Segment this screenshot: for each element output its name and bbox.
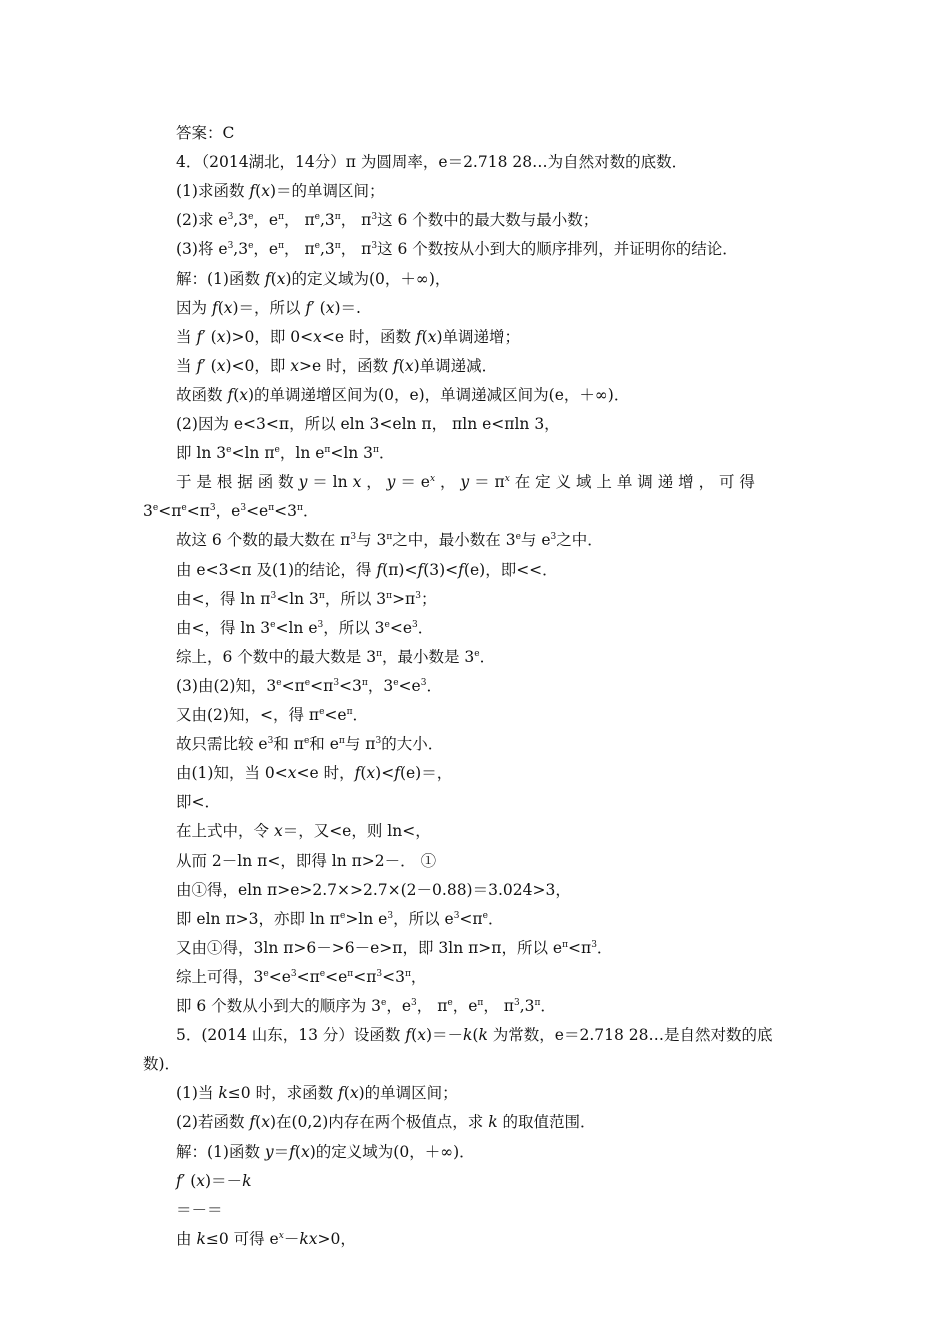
text-line: 由①得，eln π>e>2.7×>2.7×(2－0.88)＝3.024>3，	[176, 880, 571, 899]
text-line: 数)．	[143, 1055, 181, 1074]
text-line: 在上式中，令 x＝，又<e，则 ln<，	[176, 822, 431, 841]
text-line: 由 k≤0 可得 $e^x-kx>0$，	[176, 1229, 356, 1248]
text-line: 由<，得 $\ln 3^e<\ln$ $e^3$，所以 $3^e<e^3$．	[176, 618, 434, 637]
text-line: (3)由(2)知，$3^e<\pi^e<\pi^3<3^\pi$，$3^e<e^3$．	[176, 676, 442, 695]
text-line: 综上可得，$3^e<e^3<\pi^e<e^\pi<\pi^3<3^\pi$，	[176, 967, 427, 986]
text-line: (2)若函数 f(x)在(0,2)内存在两个极值点，求 k 的取值范围．	[176, 1113, 596, 1132]
text-line: 当 f′ (x)>0，即 0<x<e 时，函数 f(x)单调递增；	[176, 327, 521, 346]
text-line: 由 e<3<π 及(1)的结论，得 f(π)<f(3)<f(e)，即<<．	[176, 560, 558, 579]
text-line: 5．(2014 山东，13 分）设函数 f(x)＝－k(k 为常数，e＝2.718 28…是自然对数的底	[176, 1026, 773, 1045]
text-line: 即 6 个数从小到大的顺序为 3e，$e^3$， $\pi^e$，$e^\pi$， $\pi^3,3^\pi$．	[176, 997, 556, 1015]
text-line: 于 是 根 据 函 数 y ＝ ln x ， $y = e^x$ ， $y = \pi^x$ 在 定 义 域 上 单 调 递 增 ， 可 得	[176, 473, 755, 492]
text-line: 又由①得，3ln π>6－>6－e>π，即 3ln π>π，所以 $e^\pi<\pi^3$．	[176, 938, 613, 957]
text-line: 故这 6 个数的最大数在 $\pi^3$与 $3^\pi$之中，最小数在 3e与 $e^3$之中．	[176, 531, 603, 550]
text-line: 解：(1)函数 y＝f(x)的定义域为(0，＋∞)．	[176, 1142, 475, 1161]
text-line: 故只需比较 $e^3$和 $\pi^e$和 $e^\pi$与 $\pi^3$的大小．	[176, 735, 444, 754]
text-line: ＝－＝	[176, 1200, 223, 1219]
text-line: $3^e<\pi^e<\pi^3$，$e^3<e^\pi<3^\pi$．	[143, 502, 319, 521]
text-line: 即 $\ln 3^e<\ln$ $\pi^e$，$\ln e^\pi<\ln$ $3^\pi$．	[176, 444, 395, 463]
text-line: 4．（2014湖北，14分）π 为圆周率，e＝2.718 28…为自然对数的底数．	[176, 153, 688, 172]
text-line: 答案：C	[176, 124, 235, 142]
text-line: (1)当 k≤0 时，求函数 f(x)的单调区间；	[176, 1084, 458, 1103]
text-line: (1)求函数 f(x)＝的单调区间；	[176, 182, 385, 201]
text-line: 解：(1)函数 f(x)的定义域为(0，＋∞)，	[176, 269, 451, 288]
text-line: 综上，6 个数中的最大数是 $3^\pi$，最小数是 3e．	[176, 647, 496, 666]
text-line: 即<．	[176, 793, 220, 812]
text-line: 故函数 f(x)的单调递增区间为(0，e)，单调递减区间为(e，＋∞)．	[176, 385, 630, 404]
text-line: 即 eln π>3，亦即 $\ln \pi^e>\ln$ $e^3$，所以 $e^3<\pi^e$．	[176, 909, 504, 928]
text-line: (2)求 $e^3,3e$，$e^\pi$， $\pi^e,3^\pi$， $\pi^3$这 6 个数中的最大数与最小数；	[176, 211, 599, 230]
text-line: 由<，得 $\ln \pi^3<\ln$ $3^\pi$，所以 $3^\pi>\pi^3$；	[176, 589, 437, 608]
text-line: 又由(2)知，<，得 $\pi^e<e^\pi$．	[176, 706, 368, 724]
text-line: 当 f′ (x)<0，即 x>e 时，函数 f(x)单调递减．	[176, 356, 498, 375]
text-line: 由(1)知，当 0<x<e 时，f(x)<f(e)＝，	[176, 764, 453, 783]
text-line: 因为 f(x)＝，所以 f′ (x)＝.	[176, 298, 361, 317]
text-line: (3)将 $e^3,3e$，$e^\pi$， $\pi^e,3^\pi$， $\pi^3$这 6 个数按从小到大的顺序排列，并证明你的结论．	[176, 240, 738, 259]
text-line: 从而 2－ln π<，即得 ln π>2－． ①	[176, 851, 437, 870]
text-line: (2)因为 e<3<π，所以 eln 3<eln π， πln e<πln 3，	[176, 415, 560, 433]
text-line: f′ (x)＝－k	[176, 1171, 252, 1190]
